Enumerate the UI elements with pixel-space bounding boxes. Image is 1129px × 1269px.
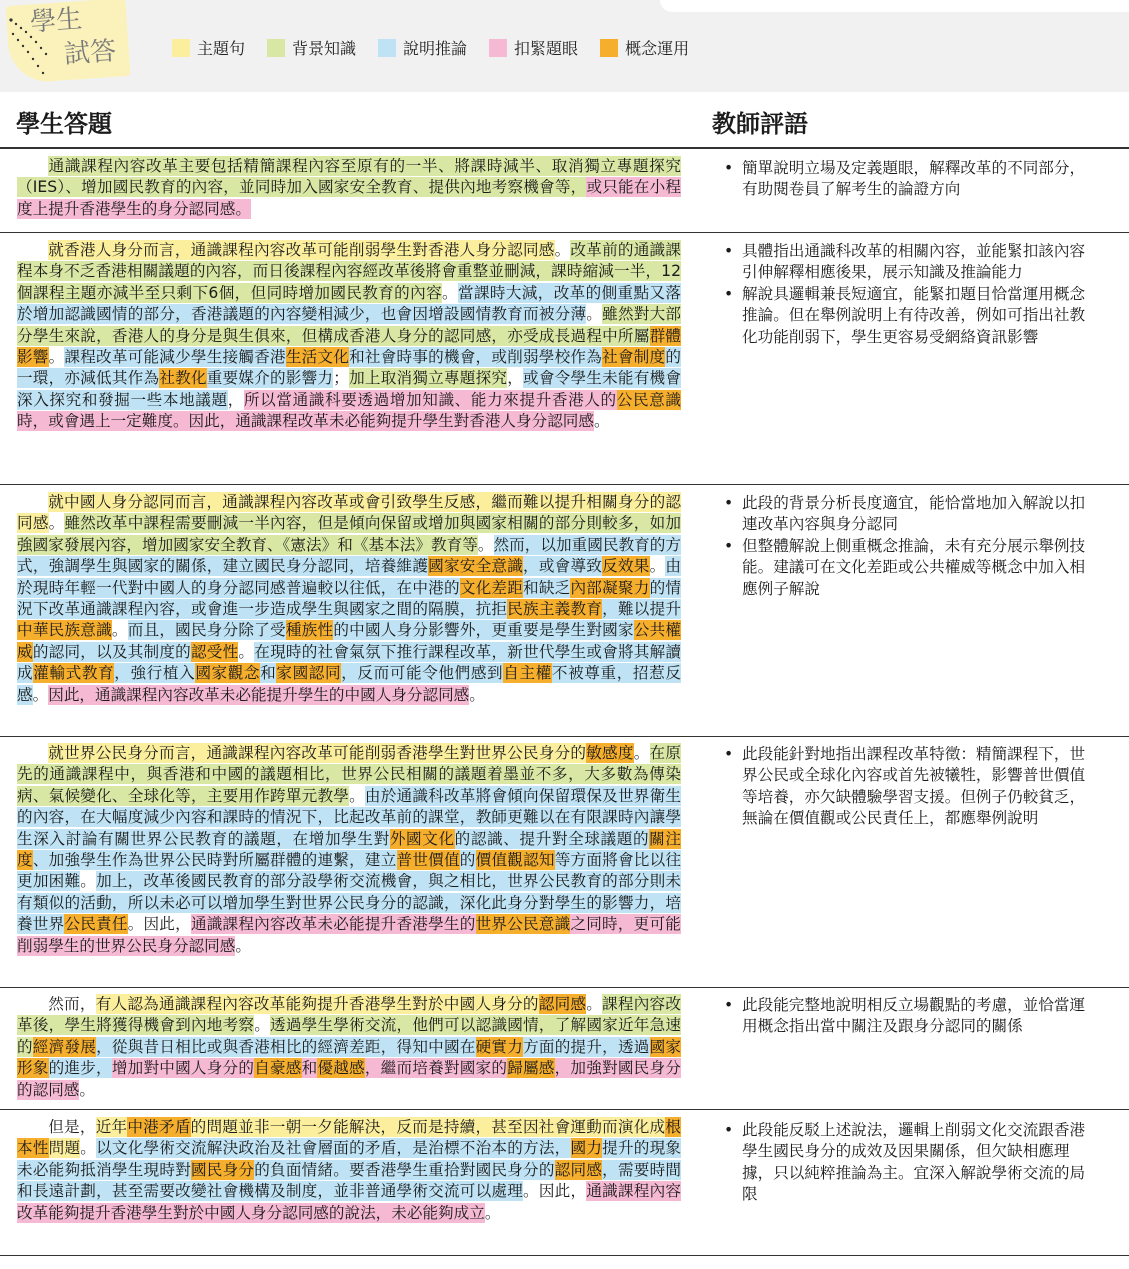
text-segment: 優越感 [317,1059,365,1078]
text-segment: 歸屬感 [507,1059,555,1078]
text-segment: 因此， [538,1182,587,1201]
legend-item-topic [172,36,245,59]
text-segment: ，繼而培養對國家的 [364,1059,508,1078]
legend-item-reasoning [378,36,467,59]
divider [0,987,1129,988]
text-segment: 。 [235,936,251,955]
answer-paragraph-4 [17,743,681,957]
text-segment: 和缺乏 [523,578,571,597]
legend-swatch [600,39,618,57]
text-segment: 外國文化 [389,829,455,848]
text-segment: 因此， [143,915,191,934]
text-segment: 增加對中國人身分的 [111,1059,255,1078]
answer-paragraph-3 [17,492,681,706]
text-segment: 認同感 [538,995,587,1013]
text-segment: 。 [48,348,65,367]
legend-label: 背景知識 [292,39,357,58]
text-segment: 的問題並非一朝一夕能解決，反而是持續，甚至因社會運動而演化成 [190,1118,666,1136]
legend-swatch [172,39,190,57]
teacher-comment-2 [722,241,1098,348]
text-segment: 。 [586,995,603,1013]
text-segment: 的負面情緒。要香港學生重拾對國民身分的 [254,1160,555,1179]
text-segment: 的認識、提升對全球議題的 [454,829,650,848]
legend-label: 概念運用 [625,39,690,58]
header-corner [660,0,1129,12]
text-segment: 根本性 [17,1118,681,1158]
paragraph-indent [17,1007,48,1009]
text-segment: 和 [301,1059,318,1078]
text-segment: 和 [260,664,277,683]
text-segment: 然而， [48,995,96,1013]
text-segment: 反效果 [602,557,650,576]
text-segment: 由於通識科改革將會傾向保留環保及世界衛生的內容，在大幅度減少內容和課時的情況下，比起改革前的課堂，教師更難以在有限課時內讓學生深入討論有關世界公民教育的議題，在增加學生對 [17,786,681,848]
text-segment: 問題 [48,1139,81,1158]
text-segment: 以文化學術交流解決政治及社會層面的矛盾，是治標不治本的方法， [96,1139,571,1158]
text-segment: 。 [111,621,128,640]
legend-label: 說明推論 [403,39,468,58]
text-segment: 關注度 [17,829,681,870]
legend [172,36,711,59]
text-segment: 。 [633,744,650,762]
text-segment: ，難以提升 [602,600,681,619]
text-segment: 加上取消獨立專題探究 [348,369,508,388]
divider [0,232,1129,233]
teacher-comment-6 [722,1120,1098,1206]
text-segment: 的進步， [48,1059,112,1078]
text-segment: 自主權 [503,664,552,683]
paragraph-indent [17,505,48,507]
paragraph-indent [17,253,48,255]
text-segment: 公民責任 [64,915,128,934]
text-segment: 敏感度 [586,744,634,762]
text-segment: 通識課程內容改革能夠提升香港學生對於中國人身分認同感的說法，未必能夠成立 [17,1182,681,1222]
answer-paragraph-6 [17,1117,681,1224]
divider [0,1255,1129,1256]
text-segment: 的一環，亦減低其作為 [17,348,681,388]
text-segment: 。 [477,535,494,554]
divider [0,736,1129,737]
text-segment: 。 [80,872,97,891]
text-segment: 。 [469,685,485,704]
text-segment: 價值觀認知 [475,851,555,870]
text-segment: 自豪感 [254,1059,302,1078]
text-segment: 。 [79,1080,95,1099]
legend-item-keyword [489,36,578,59]
text-segment: 生活文化 [285,348,350,367]
text-segment: ，或會導致 [523,557,603,576]
legend-label: 主題句 [197,39,246,58]
student-answer-badge [8,2,136,86]
text-segment: 種族性 [285,621,334,640]
text-segment: 。 [48,514,65,533]
text-segment: 內部凝聚力 [570,578,650,597]
text-segment: 和社會時事的機會，或削弱學校作為 [349,348,603,367]
comment-item: • 此段能反駁上述說法，邏輯上削弱文化交流跟香港學生國民身分的成效及因果關係，但欠缺相應理據，只以純粹推論為主。宜深入解說學術交流的局限 [722,1120,1098,1206]
text-segment: 課程內容改革後，學生將獲得機會到內地考察 [17,995,681,1035]
text-segment: 課程改革可能減少學生接觸香港 [64,348,286,367]
badge-line-1: 學生 [29,4,84,38]
text-segment: 社教化 [159,369,207,388]
teacher-comment-1 [722,158,1098,201]
text-segment: 認受性 [190,642,239,661]
text-segment: 就世界公民身分而言，通識課程內容改革可能削弱香港學生對世界公民身分的 [48,744,587,762]
divider [0,1109,1129,1110]
text-segment: 。 [523,1182,539,1201]
text-segment: 。 [593,412,610,431]
legend-swatch [489,39,507,57]
text-segment: 所以當通識科要透過增加知識、能力來提升香港人的 [243,390,617,409]
text-segment: 但是， [48,1118,96,1136]
text-segment: 。 [80,1139,97,1158]
comment-item: • 簡單說明立場及定義題眼，解釋改革的不同部分，有助閱卷員了解考生的論證方向 [722,158,1098,201]
text-segment: 民族主義教育 [507,600,603,619]
text-segment: 通識課程內容改革主要包括精簡課程內容至原有的一半、將課時減半、取消獨立專題探究（IES）、增加國民教育的內容，並同時加入國家安全教育、提供內地考察機會等， [17,157,681,197]
text-segment: 公共權威 [17,621,681,661]
text-segment: 透過學生學術交流，他們可以認識國情，了解國家近年急速的 [17,1016,681,1056]
text-segment: 。 [554,241,571,259]
text-segment: 就中國人身分認同而言，通識課程內容改革或會引致學生反感，繼而難以提升相關身分的認同感 [17,493,681,533]
text-segment: 群體影響 [17,326,681,367]
text-segment: 。 [349,786,365,805]
text-segment: 國家形象 [17,1037,681,1078]
text-segment: 、加強學生作為世界公民時對所屬群體的連繫，建立 [32,851,397,870]
text-segment: 因此，通識課程內容改革未必能提升學生的中國人身分認同感 [48,685,470,704]
text-segment: 之同時，更可能削弱學生的世界公民身分認同感 [17,915,681,955]
student-answer-heading: 學生答題 [16,110,112,138]
text-segment: 雖然改革中課程需要刪減一半內容，但是傾向保留或增加與國家相關的部分則較多，如加強國家發展內容，增加國家安全教育、《憲法》和《基本法》教育等 [17,514,681,554]
text-segment: 中華民族意識 [17,621,112,640]
text-segment: ，強行植入 [114,664,196,683]
text-segment: 經濟發展 [32,1037,97,1056]
text-segment: 。 [254,1016,271,1035]
text-segment: ， [507,369,524,388]
legend-label: 扣緊題眼 [514,39,579,58]
text-segment: 國家安全意識 [428,557,524,576]
paragraph-indent [17,169,48,171]
text-segment: ，反而可能令他們感到 [341,664,504,683]
text-segment: 等方面將會比以往更加困難 [17,851,681,891]
text-segment: 改革前的通識課程本身不乏香港相關議題的內容，而日後課程內容經改革後將會重整並刪減，課時縮減一半，12個課程主題亦減半至只剩下6個，但同時增加國民教育的內容 [17,241,681,302]
text-segment: 方面的提升，透過 [523,1037,650,1056]
text-segment: 或只能在小程度上提升香港學生的身分認同感。 [17,178,681,218]
text-segment: 在現時的社會氣氛下推行課程改革，新世代學生或會將其解讀成 [17,642,681,683]
text-segment: 近年 [95,1118,128,1136]
text-segment: 重要媒介的影響力 [206,369,334,388]
text-segment: 而且，國民身分除了受 [127,621,286,640]
text-segment: 當課時大減，改革的側重點又落於增加認識國情的部分，香港議題的內容變相減少，也會因增設國情教育而被分薄 [17,283,681,324]
comment-item: • 但整體解說上側重概念推論，未有充分展示舉例技能。建議可在文化差距或公共權威等概念中加入相應例子解說 [722,536,1098,600]
text-segment: 公民意識 [616,390,681,409]
text-segment: 通識課程內容改革未必能提升香港學生的 [190,915,476,934]
legend-swatch [378,39,396,57]
comment-item: • 此段的背景分析長度適宜，能恰當地加入解說以扣連改革內容與身分認同 [722,493,1098,536]
text-segment: 中港矛盾 [127,1118,191,1136]
divider [0,484,1129,485]
text-segment: 提升的現象未必能夠抵消學生現時對 [17,1139,681,1179]
text-segment: 。 [649,557,666,576]
text-segment: 有人認為通識課程內容改革能夠提升香港學生對於中國人身分的 [95,995,539,1013]
paragraph-indent [17,1130,48,1132]
answer-paragraph-1 [17,156,681,220]
text-segment: ，從與昔日相比或與香港相比的經濟差距，得知中國在 [96,1037,476,1056]
text-segment: 的認同，以及其制度的 [32,642,191,661]
text-segment: 認同感 [554,1160,603,1179]
text-segment: 社會制度 [602,348,666,367]
text-segment: 。 [127,915,144,934]
text-segment: 世界公民意識 [475,915,571,934]
text-segment: 。 [586,305,603,324]
legend-item-concept [600,36,689,59]
divider [0,147,1129,149]
paragraph-indent [17,756,48,758]
text-segment: 時，或會遇上一定難度。因此，通識課程改革未必能夠提升學生對香港人身分認同感 [17,412,594,431]
text-segment: 硬實力 [475,1037,524,1056]
text-segment: 在原先的通識課程中，與香港和中國的議題相比，世界公民相關的議題着墨並不多，大多數為傳染病、氣候變化、全球化等，主要用作跨單元教學 [17,744,681,805]
text-segment: 。 [442,283,458,302]
text-segment: 加上，改革後國民教育的部分設學術交流機會，與之相比，世界公民教育的部分則未有類似的活動，所以未必可以增加學生對世界公民身分的認識，深化此身分對學生的影響力，培養世界 [17,872,681,934]
legend-swatch [267,39,285,57]
text-segment: 不被尊重，招惹反感 [17,664,681,704]
text-segment: ，需要時間和長遠計劃，甚至需要改變社會機構及制度，並非普通學術交流可以處理 [17,1160,681,1201]
text-segment: ， [227,390,244,409]
comment-item: • 解說具邏輯兼長短適宜，能緊扣題目恰當運用概念推論。但在舉例說明上有待改善，例如可指出社教化功能削弱下，學生更容易受網絡資訊影響 [722,284,1098,348]
badge-line-2: 試答 [63,36,118,70]
text-segment: 家國認同 [276,664,342,683]
text-segment: 或會令學生未能有機會深入探究和發掘一些本地議題 [17,369,681,409]
text-segment: 國民身分 [190,1160,255,1179]
answer-paragraph-5 [17,994,681,1101]
comment-item: • 具體指出通識科改革的相關內容，並能緊扣該內容引伸解釋相應後果，展示知識及推論能力 [722,241,1098,284]
text-segment: ； [333,369,349,388]
teacher-comment-3 [722,493,1098,600]
comment-item: • 此段能完整地說明相反立場觀點的考慮，並恰當運用概念指出當中關注及跟身分認同的關係 [722,995,1098,1038]
text-segment: 的情況下改革通識課程內容，或會進一步造成學生與國家之間的隔膜，抗拒 [17,578,681,619]
text-segment: 的 [459,851,476,870]
text-segment: ，加強對國民身分的認同感 [17,1059,681,1099]
text-segment: 的中國人身分影響外，更重要是學生對國家 [333,621,634,640]
text-segment: 雖然對大部分學生來說，香港人的身分是與生俱來，但構成香港人身分的認同感，亦受成長過程中所屬 [17,305,681,345]
text-segment: 國家觀念 [195,664,261,683]
text-segment: 就香港人身分而言，通識課程內容改革可能削弱學生對香港人身分認同感 [48,241,555,259]
text-segment: 灌輸式教育 [33,664,115,683]
text-segment: 。 [484,1203,501,1222]
text-segment: 。 [32,685,49,704]
text-segment: 文化差距 [459,578,524,597]
text-segment: 。 [238,642,255,661]
header-band [0,0,1129,92]
teacher-comment-4 [722,744,1098,830]
legend-item-background [267,36,356,59]
teacher-comment-heading: 教師評語 [712,110,808,138]
text-segment: 由於現時年輕一代對中國人的身分認同感普遍較以往低，在中港的 [17,557,681,597]
teacher-comment-5 [722,995,1098,1038]
comment-item: • 此段能針對地指出課程改革特徵：精簡課程下，世界公民或全球化內容或首先被犧牲，影響普世價值等培養，亦欠缺體驗學習支援。但例子仍較貧乏，無論在價值觀或公民責任上，都應舉例說明 [722,744,1098,830]
text-segment: 普世價值 [396,851,460,870]
text-segment: 然而，以加重國民教育的方式，強調學生與國家的關係，建立國民身分認同，培養維護 [17,535,681,576]
answer-paragraph-2 [17,240,681,433]
text-segment: 國力 [570,1139,603,1158]
